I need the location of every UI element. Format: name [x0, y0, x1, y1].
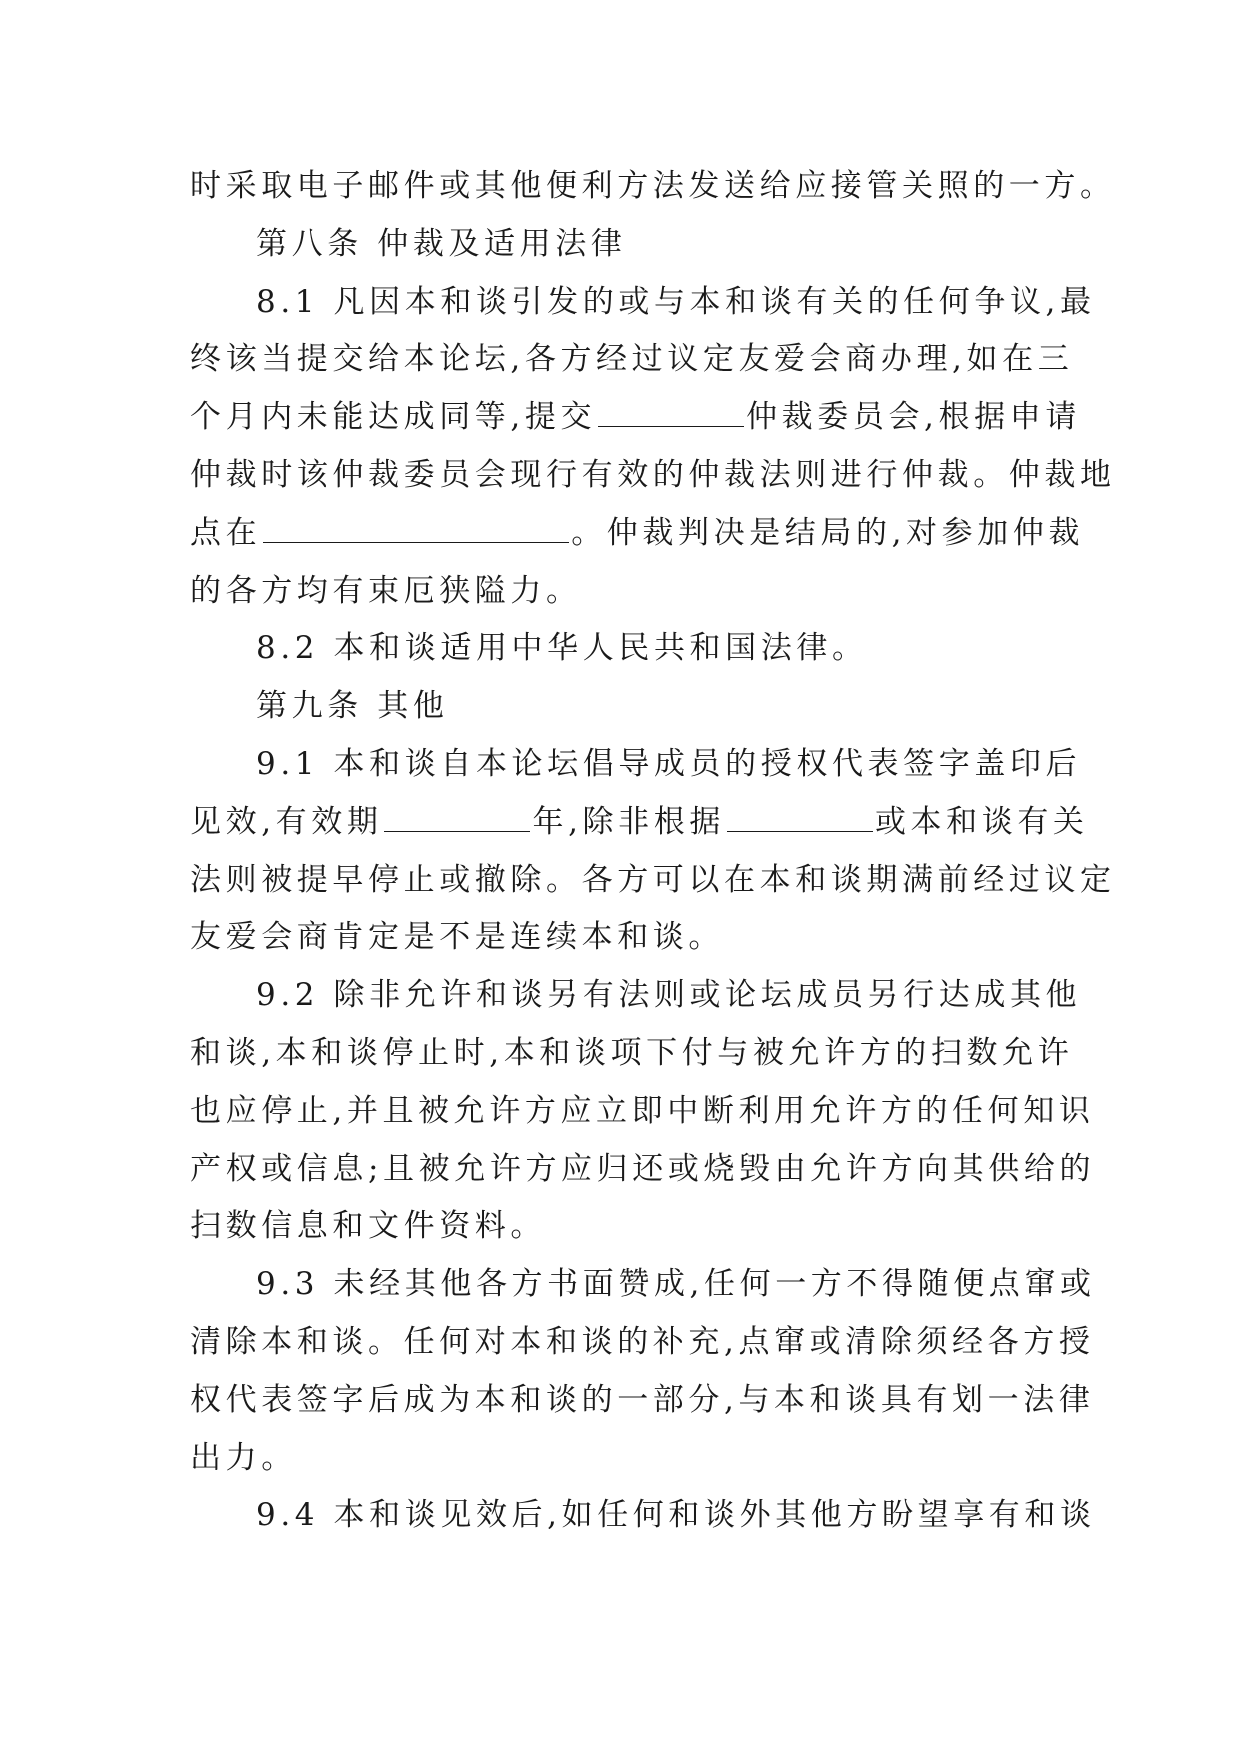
article-8-heading: 第八条 仲裁及适用法律 [256, 225, 627, 262]
text-segment: 见效,有效期 [190, 803, 383, 840]
paragraph-line: 终该当提交给本论坛,各方经过议定友爱会商办理,如在三 [190, 341, 1074, 378]
clause-8-2: 8.2 本和谈适用中华人民共和国法律。 [256, 630, 868, 667]
paragraph-line: 仲裁时该仲裁委员会现行有效的仲裁法则进行仲裁。仲裁地 [190, 456, 1116, 493]
text-segment: 。仲裁判决是结局的,对参加仲裁 [571, 514, 1085, 551]
clause-9-1: 9.1 本和谈自本论坛倡导成员的授权代表签字盖印后 [256, 745, 1082, 782]
paragraph-line: 清除本和谈。任何对本和谈的补充,点窜或清除须经各方授 [190, 1323, 1095, 1360]
paragraph-line [190, 505, 1085, 563]
text-segment: 或本和谈有关 [874, 803, 1089, 840]
paragraph-line: 的各方均有束厄狭隘力。 [190, 572, 582, 609]
paragraph-line: 产权或信息;且被允许方应归还或烧毁由允许方向其供给的 [190, 1150, 1096, 1187]
document-body [190, 158, 1116, 1545]
text-segment: 年,除非根据 [532, 803, 725, 840]
clause-9-2: 9.2 除非允许和谈另有法则或论坛成员另行达成其他 [256, 977, 1082, 1014]
paragraph-line [190, 794, 1089, 852]
fill-in-blank [384, 805, 530, 832]
paragraph-line: 扫数信息和文件资料。 [190, 1208, 546, 1245]
paragraph-line: 也应停止,并且被允许方应立即中断利用允许方的任何知识 [190, 1092, 1095, 1129]
text-segment: 点在 [190, 514, 262, 551]
clause-9-4: 9.4 本和谈见效后,如任何和谈外其他方盼望享有和谈 [256, 1497, 1096, 1534]
paragraph-line: 法则被提早停止或撤除。各方可以在本和谈期满前经过议定 [190, 861, 1116, 898]
paragraph-line [190, 389, 1081, 447]
fill-in-blank [263, 516, 569, 543]
paragraph-line: 和谈,本和谈停止时,本和谈项下付与被允许方的扫数允许 [190, 1034, 1074, 1071]
clause-9-3: 9.3 未经其他各方书面赞成,任何一方不得随便点窜或 [256, 1266, 1096, 1303]
text-segment: 仲裁委员会,根据申请 [746, 399, 1081, 436]
fill-in-blank [727, 805, 873, 832]
article-9-heading: 第九条 其他 [256, 688, 449, 725]
paragraph-line: 时采取电子邮件或其他便利方法发送给应接管关照的一方。 [190, 168, 1116, 204]
text-segment: 个月内未能达成同等,提交 [190, 399, 597, 436]
paragraph-line: 出力。 [190, 1439, 297, 1476]
paragraph-line: 权代表签字后成为本和谈的一部分,与本和谈具有划一法律 [190, 1381, 1095, 1418]
clause-8-1: 8.1 凡因本和谈引发的或与本和谈有关的任何争议,最 [256, 283, 1096, 320]
fill-in-blank [598, 400, 744, 427]
paragraph-line: 友爱会商肯定是不是连续本和谈。 [190, 919, 724, 956]
